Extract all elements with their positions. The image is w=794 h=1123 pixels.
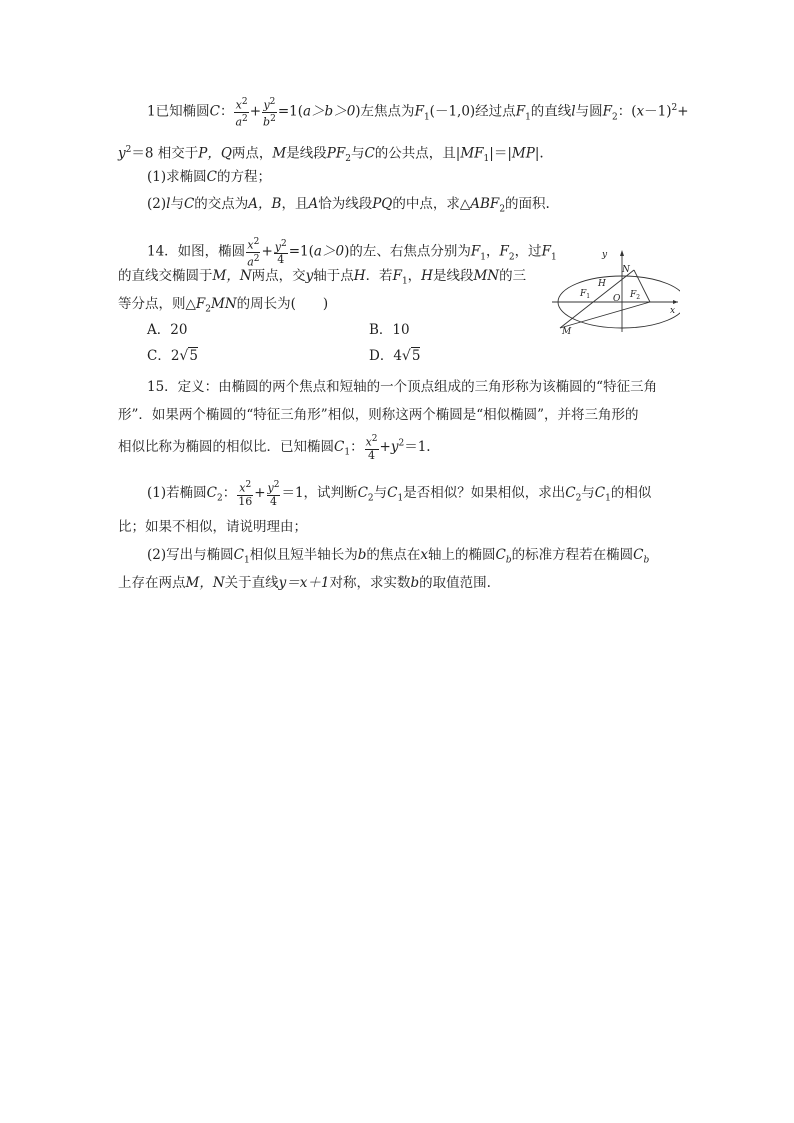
label-F2: $F_2$	[630, 290, 641, 301]
label-x: x	[670, 306, 676, 316]
label-M: M	[562, 327, 572, 336]
var-C: C	[209, 103, 220, 120]
text: ：	[219, 103, 234, 120]
y-arrow	[620, 250, 624, 256]
q13-part-1: (1)求椭圆C的方程；	[147, 169, 271, 185]
q15-line-1: 15．定义：由椭圆的两个焦点和短轴的一个顶点组成的三角形称为该椭圆的“特征三角	[147, 379, 658, 395]
label-N: N	[622, 265, 630, 275]
q14-line-2: 的直线交椭圆于M，N两点，交y轴于点H．若$F_1$，H是线段MN的三	[118, 268, 527, 287]
fraction-y2-4: $\frac{y^2}{4}$	[274, 238, 287, 267]
fraction-x2-4: $\frac{x^2}{4}$	[365, 434, 378, 462]
x-arrow	[673, 300, 678, 304]
ellipse-figure	[550, 246, 680, 336]
fraction-x2-a2: $\frac{x^2}{a^2}$	[247, 237, 260, 269]
line-MF2	[560, 302, 650, 328]
line-MN	[560, 270, 634, 328]
q15-line-3: 相似比称为椭圆的相似比．已知椭圆$C_1$： $\frac{x^2}{4}$ $+y^2=1$.	[118, 434, 431, 462]
label-O: O	[613, 294, 621, 304]
q13-line-2: $y^2=8$ 相交于P，Q两点，M是线段$PF_2$与C的公共点，且$|MF_1|=|MP|$.	[118, 145, 544, 165]
q14-option-d: D．4√5	[369, 348, 421, 364]
q15-part-2: (2)写出与椭圆$C_1$相似且短半轴长为b的焦点在x轴上的椭圆$C_b$的标准方程若在椭圆$C_b$	[147, 547, 650, 566]
q14-option-a: A．20	[147, 322, 188, 338]
q15-part-1: (1)若椭圆$C_2$： $\frac{x^2}{16}$ + $\frac{y^2}{4}$ ＝1，试判断$C_2$与$C_1$是否相似？如果相似，求出$C_2$与$C_1$的相似	[147, 480, 652, 508]
q15-line-2: 形”．如果两个椭圆的“特征三角形”相似，则称这两个椭圆是“相似椭圆”，并将三角形的	[118, 407, 639, 423]
q15-line-5: 比；如果不相似，请说明理由；	[118, 519, 307, 535]
fraction-y2-4: $\frac{y^2}{4}$	[267, 480, 280, 508]
text: 1已知椭圆	[147, 103, 210, 120]
q14-option-c: C．2√5	[147, 348, 198, 364]
fraction-x2-16: $\frac{x^2}{16}$	[238, 480, 253, 508]
fraction-y2-b2: $\frac{y^2}{b^2}$	[263, 97, 276, 129]
label-H: H	[598, 279, 606, 289]
q13-part-2: (2)l与C的交点为A，B，且A恰为线段PQ的中点，求$\triangle ABF_2$的面积.	[147, 196, 550, 215]
fraction-x2-a2: $\frac{x^2}{a^2}$	[235, 97, 248, 129]
q13-line-1: 1已知椭圆C： $\frac{x^2}{a^2}$ + $\frac{y^2}{b^2}$ =1(a＞b＞0)左焦点为$F_1(-1,0)$经过点$F_1$的直线l与圆$F_2$：$(x-1)^2+$	[147, 97, 689, 129]
label-F1: $F_1$	[580, 289, 591, 300]
q14-option-b: B．10	[369, 322, 410, 338]
label-y: y	[602, 250, 608, 260]
q14-line-3: 等分点，则$\triangle F_2MN$的周长为( )	[118, 296, 329, 315]
q14-line-1: 14．如图，椭圆 $\frac{x^2}{a^2}$ + $\frac{y^2}{4}$ =1(a＞0)的左、右焦点分别为$F_1$，$F_2$，过$F_1$	[147, 237, 557, 269]
q15-line-7: 上存在两点M，N关于直线y＝x＋1对称，求实数b的取值范围.	[118, 575, 491, 591]
